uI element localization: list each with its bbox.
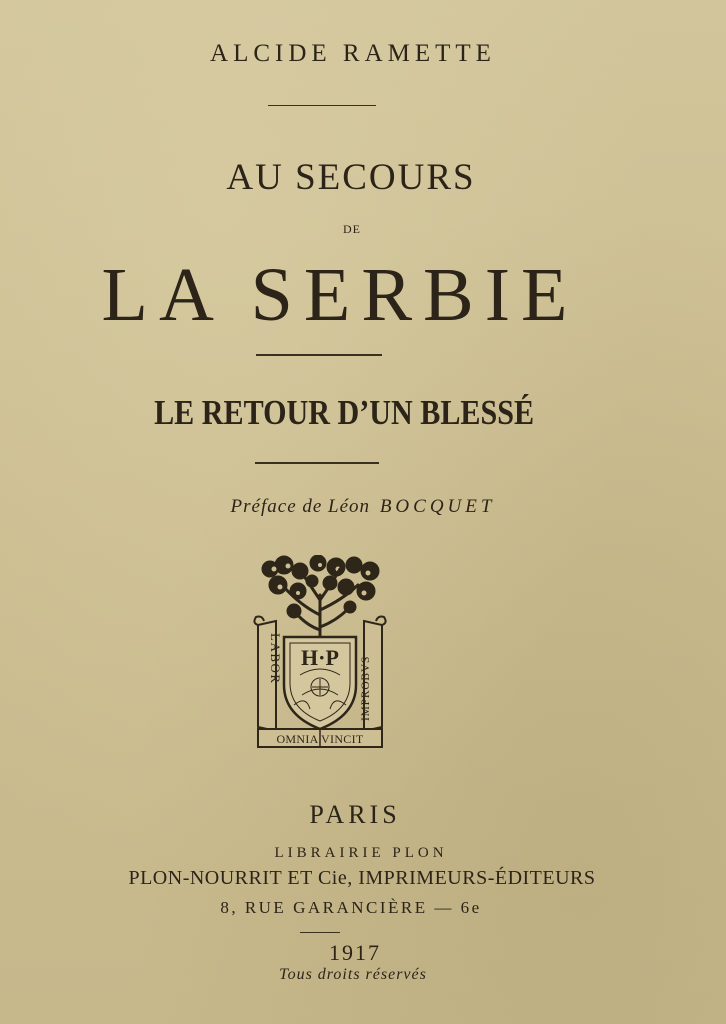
emblem-bottom-motto: OMNIA VINCIT — [276, 732, 364, 746]
preface-credit — [0, 496, 726, 518]
divider-rule — [300, 932, 340, 933]
divider-rule — [255, 462, 379, 464]
title-connector: DE — [343, 222, 361, 236]
title-line-1: AU SECOURS — [226, 157, 476, 198]
divider-rule — [256, 354, 382, 356]
emblem-right-motto: IMPROBVS — [360, 655, 372, 721]
divider-rule — [268, 105, 376, 106]
author-name: ALCIDE RAMETTE — [210, 40, 496, 67]
preface-author: BOCQUET — [379, 496, 496, 517]
publication-city: PARIS — [309, 800, 401, 829]
emblem-left-motto: LABOR — [268, 633, 283, 685]
subtitle: LE RETOUR D’UN BLESSÉ — [154, 393, 535, 432]
preface-prefix: Préface de Léon — [230, 496, 371, 517]
publisher-name: LIBRAIRIE PLON — [274, 845, 448, 861]
main-title: LA SERBIE — [101, 253, 579, 337]
imprint-line: PLON-NOURRIT ET Cie, IMPRIMEURS-ÉDITEURS — [128, 867, 596, 889]
publication-year: 1917 — [329, 940, 381, 965]
publisher-address: 8, RUE GARANCIÈRE — 6e — [220, 898, 482, 917]
rights-notice: Tous droits réservés — [279, 966, 427, 983]
emblem-monogram: H·P — [301, 645, 339, 670]
publisher-device-tree-shield-icon — [250, 555, 390, 751]
